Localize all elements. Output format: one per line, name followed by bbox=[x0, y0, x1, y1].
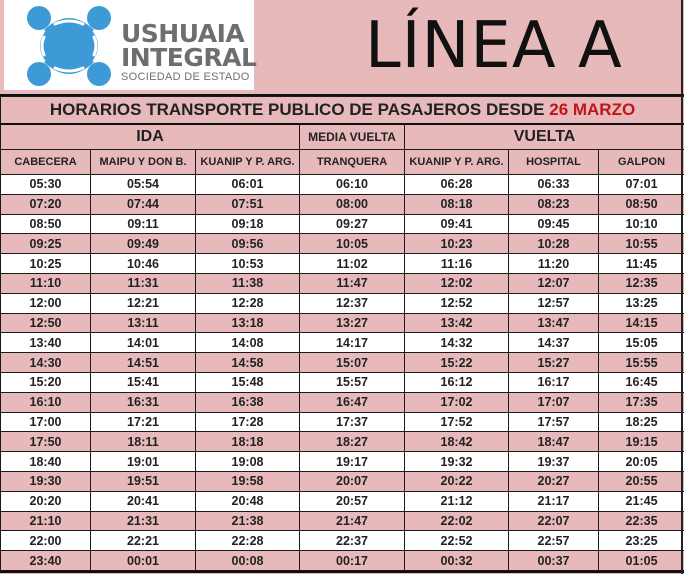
time-cell: 09:41 bbox=[405, 214, 509, 234]
time-cell: 18:47 bbox=[509, 432, 599, 452]
time-cell: 07:51 bbox=[196, 194, 300, 214]
time-cell: 09:11 bbox=[91, 214, 196, 234]
table-row bbox=[1, 372, 684, 392]
time-cell: 09:45 bbox=[509, 214, 599, 234]
time-cell: 06:10 bbox=[300, 175, 405, 195]
time-cell: 15:05 bbox=[599, 333, 684, 353]
time-cell: 13:25 bbox=[599, 293, 684, 313]
column-header-maipu: MAIPU Y DON B. bbox=[91, 150, 196, 175]
column-header-kuanip-vuelta: KUANIP Y P. ARG. bbox=[405, 150, 509, 175]
time-cell: 16:38 bbox=[196, 392, 300, 412]
time-cell: 22:02 bbox=[405, 511, 509, 531]
table-row bbox=[1, 392, 684, 412]
column-header-row bbox=[1, 150, 684, 175]
table-row bbox=[1, 531, 684, 551]
logo-text bbox=[121, 19, 257, 83]
time-cell: 08:23 bbox=[509, 194, 599, 214]
time-cell: 00:01 bbox=[91, 551, 196, 572]
group-ida: IDA bbox=[1, 124, 300, 150]
time-cell: 13:18 bbox=[196, 313, 300, 333]
logo-line-sociedad: SOCIEDAD DE ESTADO bbox=[121, 71, 250, 83]
time-cell: 19:30 bbox=[1, 471, 91, 491]
time-cell: 23:25 bbox=[599, 531, 684, 551]
time-cell: 13:27 bbox=[300, 313, 405, 333]
time-cell: 13:42 bbox=[405, 313, 509, 333]
time-cell: 10:10 bbox=[599, 214, 684, 234]
time-cell: 13:40 bbox=[1, 333, 91, 353]
banner-text: HORARIOS TRANSPORTE PUBLICO DE PASAJEROS DESDE bbox=[49, 100, 550, 119]
time-cell: 12:21 bbox=[91, 293, 196, 313]
time-cell: 14:08 bbox=[196, 333, 300, 353]
schedule-table bbox=[0, 96, 684, 573]
time-cell: 18:42 bbox=[405, 432, 509, 452]
time-cell: 17:37 bbox=[300, 412, 405, 432]
time-cell: 14:32 bbox=[405, 333, 509, 353]
table-row bbox=[1, 214, 684, 234]
time-cell: 00:08 bbox=[196, 551, 300, 572]
time-cell: 12:28 bbox=[196, 293, 300, 313]
time-cell: 17:50 bbox=[1, 432, 91, 452]
time-cell: 17:07 bbox=[509, 392, 599, 412]
time-cell: 10:05 bbox=[300, 234, 405, 254]
time-cell: 08:50 bbox=[1, 214, 91, 234]
time-cell: 20:05 bbox=[599, 452, 684, 472]
page-title: LÍNEA A bbox=[365, 9, 623, 83]
time-cell: 07:01 bbox=[599, 175, 684, 195]
time-cell: 21:10 bbox=[1, 511, 91, 531]
time-cell: 16:31 bbox=[91, 392, 196, 412]
time-cell: 18:25 bbox=[599, 412, 684, 432]
time-cell: 22:07 bbox=[509, 511, 599, 531]
table-row bbox=[1, 175, 684, 195]
time-cell: 18:18 bbox=[196, 432, 300, 452]
time-cell: 14:51 bbox=[91, 353, 196, 373]
group-vuelta: VUELTA bbox=[405, 124, 684, 150]
column-header-galpon: GALPON bbox=[599, 150, 684, 175]
time-cell: 10:55 bbox=[599, 234, 684, 254]
time-cell: 15:55 bbox=[599, 353, 684, 373]
schedule-rows bbox=[1, 175, 684, 572]
time-cell: 23:40 bbox=[1, 551, 91, 572]
time-cell: 11:16 bbox=[405, 254, 509, 274]
time-cell: 21:31 bbox=[91, 511, 196, 531]
time-cell: 11:20 bbox=[509, 254, 599, 274]
time-cell: 14:17 bbox=[300, 333, 405, 353]
time-cell: 19:15 bbox=[599, 432, 684, 452]
column-header-tranquera: TRANQUERA bbox=[300, 150, 405, 175]
time-cell: 09:27 bbox=[300, 214, 405, 234]
table-row bbox=[1, 511, 684, 531]
schedule-banner bbox=[1, 97, 684, 125]
time-cell: 19:58 bbox=[196, 471, 300, 491]
time-cell: 12:07 bbox=[509, 273, 599, 293]
divider bbox=[681, 0, 683, 574]
time-cell: 09:56 bbox=[196, 234, 300, 254]
column-header-kuanip-ida: KUANIP Y P. ARG. bbox=[196, 150, 300, 175]
time-cell: 20:41 bbox=[91, 491, 196, 511]
time-cell: 11:45 bbox=[599, 254, 684, 274]
time-cell: 22:21 bbox=[91, 531, 196, 551]
time-cell: 15:07 bbox=[300, 353, 405, 373]
schedule-banner-row bbox=[1, 97, 684, 125]
time-cell: 12:52 bbox=[405, 293, 509, 313]
table-row bbox=[1, 412, 684, 432]
table-row bbox=[1, 234, 684, 254]
time-cell: 22:00 bbox=[1, 531, 91, 551]
time-cell: 16:12 bbox=[405, 372, 509, 392]
time-cell: 15:20 bbox=[1, 372, 91, 392]
time-cell: 14:37 bbox=[509, 333, 599, 353]
table-row bbox=[1, 471, 684, 491]
time-cell: 19:37 bbox=[509, 452, 599, 472]
time-cell: 20:48 bbox=[196, 491, 300, 511]
table-row bbox=[1, 491, 684, 511]
logo-line-ushuaia: USHUAIA bbox=[121, 19, 245, 48]
time-cell: 11:47 bbox=[300, 273, 405, 293]
time-cell: 16:10 bbox=[1, 392, 91, 412]
time-cell: 10:28 bbox=[509, 234, 599, 254]
time-cell: 19:32 bbox=[405, 452, 509, 472]
time-cell: 11:02 bbox=[300, 254, 405, 274]
time-cell: 10:53 bbox=[196, 254, 300, 274]
time-cell: 10:46 bbox=[91, 254, 196, 274]
time-cell: 07:20 bbox=[1, 194, 91, 214]
time-cell: 00:37 bbox=[509, 551, 599, 572]
time-cell: 11:10 bbox=[1, 273, 91, 293]
time-cell: 17:02 bbox=[405, 392, 509, 412]
time-cell: 22:57 bbox=[509, 531, 599, 551]
logo-line-integral: INTEGRAL bbox=[121, 43, 257, 72]
time-cell: 09:18 bbox=[196, 214, 300, 234]
time-cell: 13:11 bbox=[91, 313, 196, 333]
time-cell: 08:18 bbox=[405, 194, 509, 214]
table-row bbox=[1, 452, 684, 472]
time-cell: 21:38 bbox=[196, 511, 300, 531]
time-cell: 19:01 bbox=[91, 452, 196, 472]
time-cell: 17:00 bbox=[1, 412, 91, 432]
time-cell: 15:27 bbox=[509, 353, 599, 373]
time-cell: 20:20 bbox=[1, 491, 91, 511]
time-cell: 10:23 bbox=[405, 234, 509, 254]
time-cell: 12:35 bbox=[599, 273, 684, 293]
time-cell: 20:57 bbox=[300, 491, 405, 511]
time-cell: 01:05 bbox=[599, 551, 684, 572]
time-cell: 19:17 bbox=[300, 452, 405, 472]
table-row bbox=[1, 432, 684, 452]
page-header bbox=[0, 0, 684, 94]
time-cell: 15:57 bbox=[300, 372, 405, 392]
banner-date: 26 MARZO bbox=[549, 100, 636, 119]
time-cell: 11:38 bbox=[196, 273, 300, 293]
time-cell: 05:54 bbox=[91, 175, 196, 195]
table-row bbox=[1, 254, 684, 274]
time-cell: 20:22 bbox=[405, 471, 509, 491]
time-cell: 15:48 bbox=[196, 372, 300, 392]
time-cell: 20:27 bbox=[509, 471, 599, 491]
time-cell: 14:01 bbox=[91, 333, 196, 353]
time-cell: 17:52 bbox=[405, 412, 509, 432]
time-cell: 15:41 bbox=[91, 372, 196, 392]
time-cell: 14:15 bbox=[599, 313, 684, 333]
time-cell: 15:22 bbox=[405, 353, 509, 373]
table-row bbox=[1, 551, 684, 572]
table-row bbox=[1, 273, 684, 293]
time-cell: 00:32 bbox=[405, 551, 509, 572]
time-cell: 07:44 bbox=[91, 194, 196, 214]
time-cell: 17:21 bbox=[91, 412, 196, 432]
time-cell: 06:33 bbox=[509, 175, 599, 195]
time-cell: 22:37 bbox=[300, 531, 405, 551]
time-cell: 18:40 bbox=[1, 452, 91, 472]
logo bbox=[4, 0, 257, 90]
time-cell: 08:00 bbox=[300, 194, 405, 214]
time-cell: 22:52 bbox=[405, 531, 509, 551]
time-cell: 00:17 bbox=[300, 551, 405, 572]
time-cell: 12:00 bbox=[1, 293, 91, 313]
time-cell: 19:08 bbox=[196, 452, 300, 472]
time-cell: 16:45 bbox=[599, 372, 684, 392]
people-circle-logo-icon bbox=[22, 4, 116, 88]
time-cell: 12:50 bbox=[1, 313, 91, 333]
time-cell: 13:47 bbox=[509, 313, 599, 333]
table-row bbox=[1, 353, 684, 373]
time-cell: 14:30 bbox=[1, 353, 91, 373]
group-media-vuelta: MEDIA VUELTA bbox=[300, 124, 405, 150]
time-cell: 12:57 bbox=[509, 293, 599, 313]
time-cell: 16:47 bbox=[300, 392, 405, 412]
time-cell: 06:01 bbox=[196, 175, 300, 195]
table-row bbox=[1, 293, 684, 313]
time-cell: 21:45 bbox=[599, 491, 684, 511]
time-cell: 21:47 bbox=[300, 511, 405, 531]
time-cell: 21:17 bbox=[509, 491, 599, 511]
time-cell: 18:27 bbox=[300, 432, 405, 452]
time-cell: 09:25 bbox=[1, 234, 91, 254]
time-cell: 10:25 bbox=[1, 254, 91, 274]
column-header-cabecera: CABECERA bbox=[1, 150, 91, 175]
group-header-row bbox=[1, 124, 684, 150]
time-cell: 22:35 bbox=[599, 511, 684, 531]
table-row bbox=[1, 313, 684, 333]
column-header-hospital: HOSPITAL bbox=[509, 150, 599, 175]
time-cell: 18:11 bbox=[91, 432, 196, 452]
table-row bbox=[1, 194, 684, 214]
time-cell: 09:49 bbox=[91, 234, 196, 254]
time-cell: 16:17 bbox=[509, 372, 599, 392]
time-cell: 11:31 bbox=[91, 273, 196, 293]
time-cell: 06:28 bbox=[405, 175, 509, 195]
time-cell: 14:58 bbox=[196, 353, 300, 373]
time-cell: 22:28 bbox=[196, 531, 300, 551]
time-cell: 08:50 bbox=[599, 194, 684, 214]
time-cell: 17:28 bbox=[196, 412, 300, 432]
time-cell: 17:35 bbox=[599, 392, 684, 412]
time-cell: 05:30 bbox=[1, 175, 91, 195]
time-cell: 19:51 bbox=[91, 471, 196, 491]
table-row bbox=[1, 333, 684, 353]
time-cell: 12:37 bbox=[300, 293, 405, 313]
time-cell: 17:57 bbox=[509, 412, 599, 432]
time-cell: 12:02 bbox=[405, 273, 509, 293]
time-cell: 20:55 bbox=[599, 471, 684, 491]
time-cell: 20:07 bbox=[300, 471, 405, 491]
time-cell: 21:12 bbox=[405, 491, 509, 511]
